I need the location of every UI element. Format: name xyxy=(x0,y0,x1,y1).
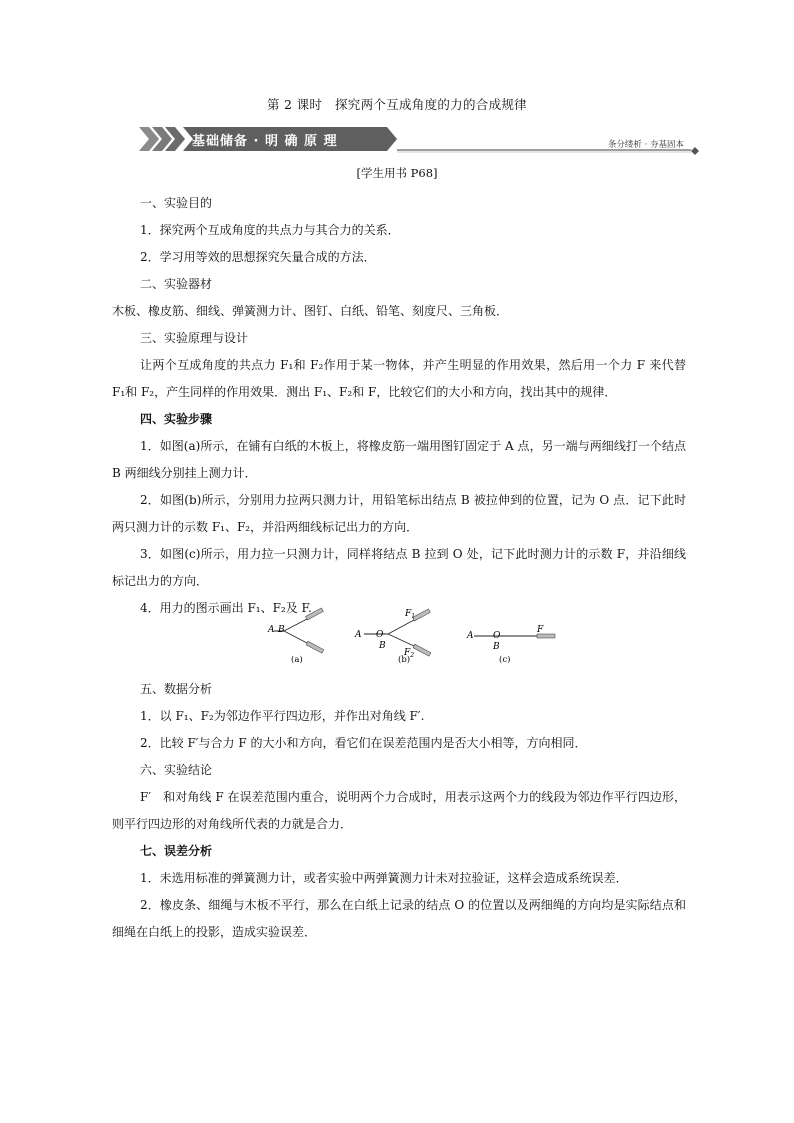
section-heading: 三、实验原理与设计 xyxy=(140,331,249,345)
conclusion-paragraph: F′ 和对角线 F 在误差范围内重合，说明两个力合成时，用表示这两个力的线段为邻边作平行四边形，则平行四边形的对角线所代表的力就是合力． xyxy=(112,790,686,831)
step-item: 1．如图(a)所示，在铺有白纸的木板上，将橡皮筋一端用图钉固定于 A 点，另一端与两细线打一个结点 B 两细线分别挂上测力计． xyxy=(112,439,686,480)
label-O: O xyxy=(376,630,384,640)
diamond-icon xyxy=(691,147,699,155)
list-item: 1．以 F₁、F₂为邻边作平行四边形，并作出对角线 F′. xyxy=(140,709,425,723)
figure-caption: (a) xyxy=(291,655,303,665)
list-item: 2．橡皮条、细绳与木板不平行，那么在白纸上记录的结点 O 的位置以及两细绳的方向均是实际结点和细绳在白纸上的投影，造成实验误差． xyxy=(112,898,686,939)
section-heading: 四、实验步骤 xyxy=(140,412,213,426)
document-body xyxy=(112,190,686,946)
section-heading: 七、误差分析 xyxy=(140,844,213,858)
spring-scale-icon xyxy=(306,641,324,653)
figure-c xyxy=(466,625,555,665)
spring-scale-icon xyxy=(413,644,431,656)
list-item: 1．未选用标准的弹簧测力计，或者实验中两弹簧测力计未对拉验证，这样会造成系统误差． xyxy=(140,871,628,885)
list-item: 2．比较 F′与合力 F 的大小和方向，看它们在误差范围内是否大小相等，方向相同． xyxy=(140,736,587,750)
label-A: A xyxy=(355,630,362,640)
figure-caption: (c) xyxy=(499,655,511,665)
step-item: 3．如图(c)所示，用力拉一只测力计，同样将结点 B 拉到 O 处，记下此时测力计的示数 F，并沿细线标记出力的方向． xyxy=(112,547,686,588)
section-heading: 六、实验结论 xyxy=(140,763,213,777)
section-heading: 五、数据分析 xyxy=(140,682,213,696)
step-item: 4．用力的图示画出 F₁、F₂及 F. xyxy=(140,601,312,615)
figure-caption: (b) xyxy=(398,655,411,665)
label-F2: $F_2$ xyxy=(404,648,415,659)
lesson-title: 第 2 课时 探究两个互成角度的力的合成规律 xyxy=(266,97,527,112)
label-B: B xyxy=(278,625,285,635)
label-O: O xyxy=(493,631,501,641)
label-F: F xyxy=(537,625,544,635)
step-item: 2．如图(b)所示，分别用力拉两只测力计，用铅笔标出结点 B 被拉伸到的位置，记为 O 点．记下此时两只测力计的示数 F₁、F₂，并沿两细线标记出力的方向． xyxy=(112,493,686,534)
label-A: A xyxy=(268,625,275,635)
label-F1: $F_1$ xyxy=(405,609,416,620)
principle-paragraph: 让两个互成角度的共点力 F₁和 F₂作用于某一物体，并产生明显的作用效果，然后用一个力 F 来代替 F₁和 F₂，产生同样的作用效果．测出 F₁、F₂和 F，比较它们的大小和方向，找出其中的规律． xyxy=(112,358,686,399)
experiment-figure xyxy=(112,609,686,676)
section-heading: 一、实验目的 xyxy=(140,196,213,210)
banner-label: 基础储备 · 明 确 原 理 xyxy=(192,134,338,149)
list-item: 2．学习用等效的思想探究矢量合成的方法． xyxy=(140,250,376,264)
label-A: A xyxy=(467,631,474,641)
section-heading: 二、实验器材 xyxy=(140,277,213,291)
book-reference: [学生用书 P68] xyxy=(356,166,438,180)
list-item: 1．探究两个互成角度的共点力与其合力的关系． xyxy=(140,223,400,237)
label-B: B xyxy=(379,641,386,651)
label-B: B xyxy=(493,642,500,652)
banner-motto: 条分缕析 · 夯基固本 xyxy=(607,140,684,150)
equipment-list: 木板、橡皮筋、细线、弹簧测力计、图钉、白纸、铅笔、刻度尺、三角板． xyxy=(112,304,509,318)
